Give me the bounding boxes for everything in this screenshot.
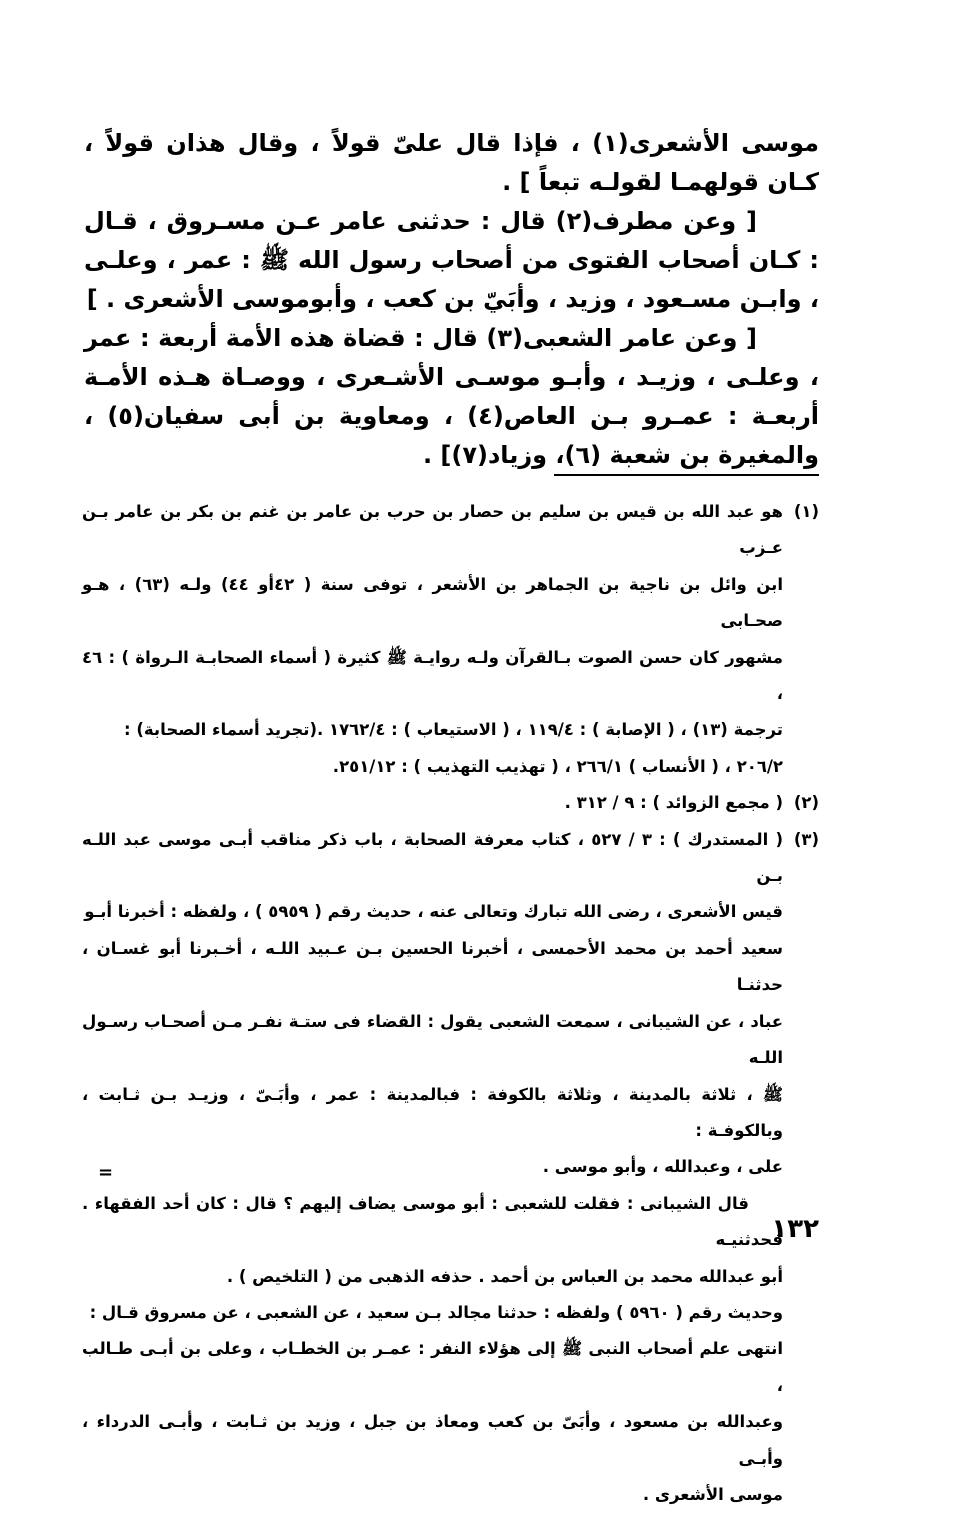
footnote-line: قال الشيبانى : فقلت للشعبى : أبو موسى يضاف إليهم ؟ قال : كان أحد الفقهاء . فحدثنيـه	[82, 1193, 783, 1250]
footnote-line: ( المستدرك ) : ٣ / ٥٢٧ ، كتاب معرفة الصحابة ، باب ذكر مناقب أبـى موسى عبد اللـه بـن	[82, 829, 784, 886]
footnote-number: (٣)	[793, 829, 819, 849]
footnotes-section	[82, 494, 819, 1513]
footnote-line: مشهور كان حسن الصوت بـالقرآن ولـه روايـة ﷺ كثيرة ( أسماء الصحابـة الـرواة ) : ٤٦ ،	[82, 647, 783, 704]
footnote-line: ٢٠٦/٢ ، ( الأنساب ) ٢٦٦/١ ، ( تهذيب التهذيب ) : ٢٥١/١٢.	[332, 756, 783, 776]
footnote-3	[82, 822, 819, 1186]
footnote-line: هو عبد الله بن قيس بن سليم بن حصار بن حرب بن عامر بن غنم بن بكر بن عامر بـن عـزب	[82, 502, 783, 558]
footnote-line: وعبدالله بن مسعود ، وأبَىّ بن كعب ومعاذ بن جبل ، وزيد بن ثـابت ، وأبـى الدرداء ، وأبـى	[82, 1412, 783, 1468]
footnote-line: انتهى علم أصحاب النبى ﷺ إلى هؤلاء النفر : عمـر بن الخطـاب ، وعلى بن أبـى طـالب ،	[82, 1339, 783, 1395]
footnote-line: عباد ، عن الشيبانى ، سمعت الشعبى يقول : القضاء فى ستـة نفـر مـن أصحـاب رسـول اللـه	[82, 1011, 783, 1068]
footnote-3-continuation-2	[82, 1295, 819, 1513]
footnote-number: (٢)	[793, 793, 819, 813]
footnote-2	[82, 785, 819, 821]
footnote-3-continuation-1	[82, 1186, 819, 1295]
footnote-line: وحديث رقم ( ٥٩٦٠ ) ولفظه : حدثنا مجالد بـن سعيد ، عن الشعبى ، عن مسروق قـال :	[89, 1302, 783, 1322]
footnote-line: ﷺ ، ثلاثة بالمدينة ، وثلاثة بالكوفة : فبالمدينة : عمر ، وأبَـىّ ، وزيـد بـن ثـابت ، وبالكوفـة :	[82, 1084, 783, 1140]
footnote-line: أبو عبدالله محمد بن العباس بن أحمد . حذفه الذهبى من ( التلخيص ) .	[226, 1266, 783, 1286]
footnote-line: قيس الأشعرى ، رضى الله تبارك وتعالى عنه ، حديث رقم ( ٥٩٥٩ ) ، ولفظه : أخبرنا أبـو	[84, 902, 783, 922]
footnote-1	[82, 494, 819, 785]
footnote-line: موسى الأشعرى .	[642, 1484, 783, 1504]
main-body-text	[84, 124, 819, 475]
footnote-line: على ، وعبدالله ، وأبو موسى .	[542, 1157, 783, 1177]
main-paragraph-3: [ وعن عامر الشعبى(٣) قال : قضاة هذه الأمة أربعة : عمر ، وعلـى ، وزيـد ، وأبـو موسـى الأشـعرى ، ووصـاة هـذه الأمـة أربعـة : عمـرو بـن العاص(٤) ، ومعاوية بن أبى سفيان(٥) ، والمغيرة بن شعبة (٦)، وزياد(٧)] .	[84, 324, 819, 469]
footnote-number: (١)	[793, 502, 819, 521]
page-number: ١٣٢	[771, 1214, 819, 1244]
footnote-line: ترجمة (١٣) ، ( الإصابة ) : ١١٩/٤ ، ( الاستيعاب ) : ١٧٦٢/٤ .(تجريد أسماء الصحابة) :	[124, 720, 783, 740]
footnote-line: ابن وائل بن ناجية بن الجماهر بن الأشعر ، توفى سنة ( ٤٢أو ٤٤) ولـه (٦٣) ، هـو صحـابى	[82, 574, 784, 631]
footnote-divider	[554, 474, 819, 476]
continued-mark: =	[98, 1162, 114, 1183]
main-paragraph-2: [ وعن مطرف(٢) قال : حدثنى عامر عـن مسـروق ، قـال : كـان أصحاب الفتوى من أصحاب رسول الله ﷺ : عمر ، وعلـى ، وابـن مسـعود ، وزيد ، وأبَيّ بن كعب ، وأبوموسى الأشعرى . ]	[84, 207, 819, 313]
footnote-line: ( مجمع الزوائد ) : ٩ / ٣١٢ .	[564, 793, 783, 813]
footnote-line: سعيد أحمد بن محمد الأحمسى ، أخبرنا الحسين بـن عـبيد اللـه ، أخـبرنا أبو غسـان ، حدثنـا	[82, 938, 783, 995]
main-paragraph-1: موسى الأشعرى(١) ، فإذا قال علىّ قولاً ، وقال هذان قولاً ، كـان قولهمـا لقولـه تبعاً ] .	[84, 129, 819, 196]
